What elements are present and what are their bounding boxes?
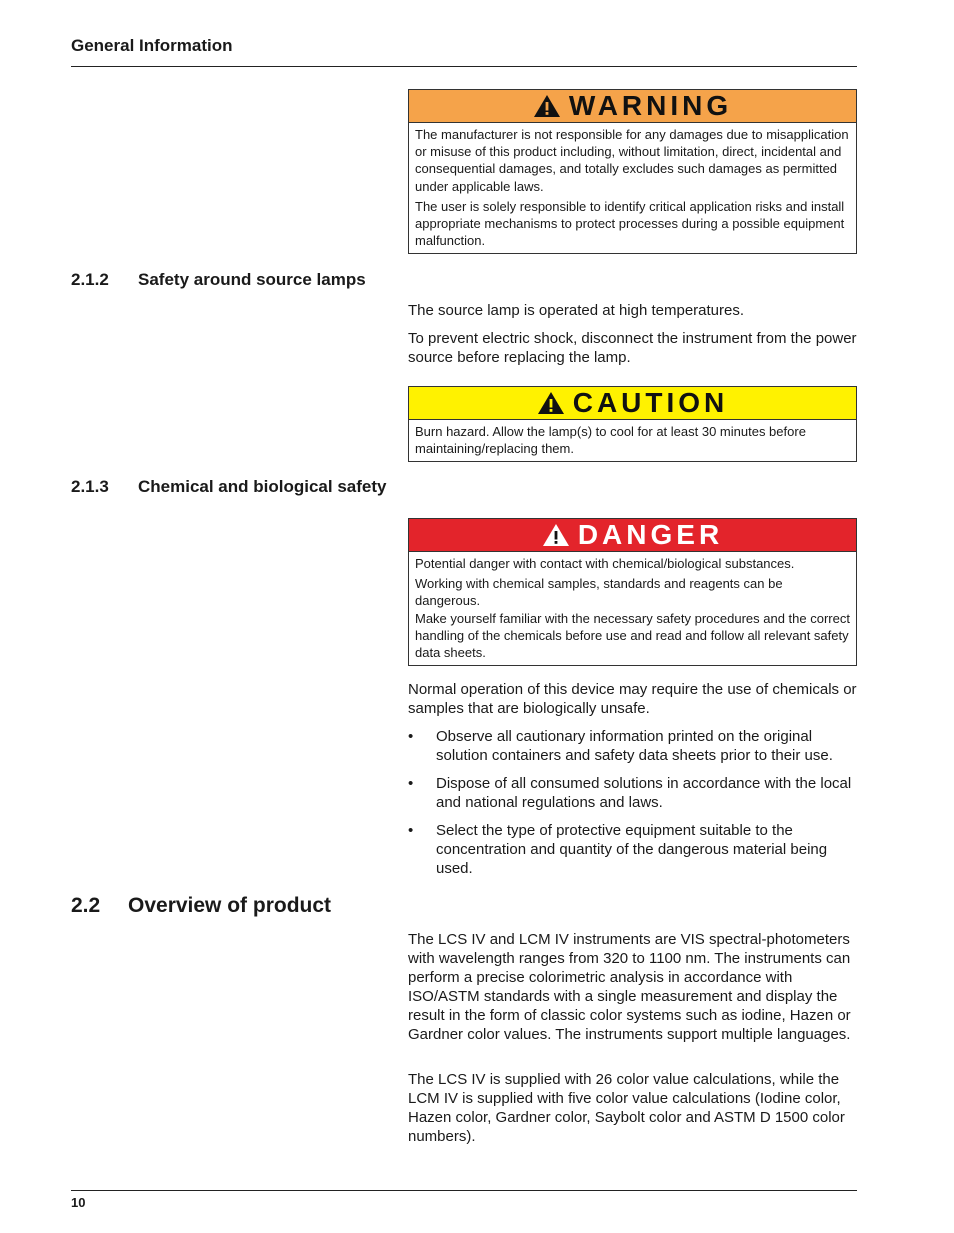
- footer-rule: [71, 1190, 857, 1191]
- list-item-text: Observe all cautionary information printed on the original solution containers and safety data sheets prior to their use.: [436, 728, 833, 764]
- caution-paragraph: Burn hazard. Allow the lamp(s) to cool for at least 30 minutes before maintaining/replacing them.: [415, 424, 806, 457]
- section-title: Safety around source lamps: [138, 270, 366, 289]
- warning-paragraph: The manufacturer is not responsible for any damages due to misapplication or misuse of this product including, without limitation, direct, incidental and consequential damages, and totally excludes such damages as permitted under applicable laws.: [415, 127, 849, 194]
- body-paragraph: Normal operation of this device may require the use of chemicals or samples that are biologically unsafe.: [408, 681, 857, 717]
- bullet-symbol: •: [408, 728, 414, 745]
- warning-triangle-icon: [537, 391, 565, 415]
- section-heading-2-2: [71, 894, 331, 918]
- warning-box: [408, 89, 857, 254]
- page-number: 10: [71, 1195, 86, 1210]
- caution-signal-bar: [409, 387, 856, 420]
- caution-box: [408, 386, 857, 462]
- danger-body: [409, 552, 856, 665]
- body-paragraph: To prevent electric shock, disconnect the instrument from the power source before replacing the lamp.: [408, 330, 857, 366]
- section-number: 2.2: [71, 894, 101, 917]
- danger-box: [408, 518, 857, 666]
- warning-triangle-icon: [533, 94, 561, 118]
- danger-signal-bar: [409, 519, 856, 552]
- danger-paragraph: Potential danger with contact with chemical/biological substances.: [415, 556, 795, 571]
- warning-signal-bar: [409, 90, 856, 123]
- section-number: 2.1.2: [71, 270, 109, 289]
- warning-paragraph: The user is solely responsible to identify critical application risks and install appropriate mechanisms to protect processes during a possible equipment malfunction.: [415, 198, 845, 249]
- section-title: Chemical and biological safety: [138, 477, 387, 496]
- bullet-symbol: •: [408, 822, 414, 839]
- section-heading-2-1-3: [71, 477, 386, 497]
- danger-signal-word: DANGER: [577, 519, 724, 550]
- list-item-text: Dispose of all consumed solutions in accordance with the local and national regulations and laws.: [436, 775, 852, 811]
- section-title: Overview of product: [128, 894, 332, 917]
- running-header-title: General Information: [71, 36, 233, 55]
- warning-triangle-icon: [542, 523, 570, 547]
- bullet-symbol: •: [408, 775, 414, 792]
- danger-paragraph: Make yourself familiar with the necessary safety procedures and the correct handling of the chemicals before use and read and follow all relevant safety data sheets.: [415, 610, 850, 661]
- body-paragraph: The LCS IV and LCM IV instruments are VIS spectral-photometers with wavelength ranges from 320 to 1100 nm. The instruments can perform a precise colorimetric analysis in accordance with ISO/ASTM standards with a single measurement and display the result in the form of classic color systems such as iodine, Hazen or Gardner color values. The instruments support multiple languages.: [408, 931, 851, 1043]
- list-item-text: Select the type of protective equipment suitable to the concentration and quantity of the dangerous material being used.: [436, 822, 828, 877]
- warning-body: [409, 123, 856, 253]
- danger-paragraph: Working with chemical samples, standards and reagents can be dangerous.: [415, 576, 783, 609]
- header-rule: [71, 66, 857, 67]
- caution-body: [409, 420, 856, 461]
- warning-signal-word: WARNING: [568, 90, 733, 121]
- caution-signal-word: CAUTION: [572, 387, 729, 418]
- body-paragraph: The source lamp is operated at high temperatures.: [408, 302, 745, 319]
- section-heading-2-1-2: [71, 270, 366, 290]
- body-paragraph: The LCS IV is supplied with 26 color value calculations, while the LCM IV is supplied with five color value calculations (Iodine color, Hazen color, Gardner color, Saybolt color and ASTM D 1500 color numbers).: [408, 1071, 845, 1145]
- section-number: 2.1.3: [71, 477, 109, 496]
